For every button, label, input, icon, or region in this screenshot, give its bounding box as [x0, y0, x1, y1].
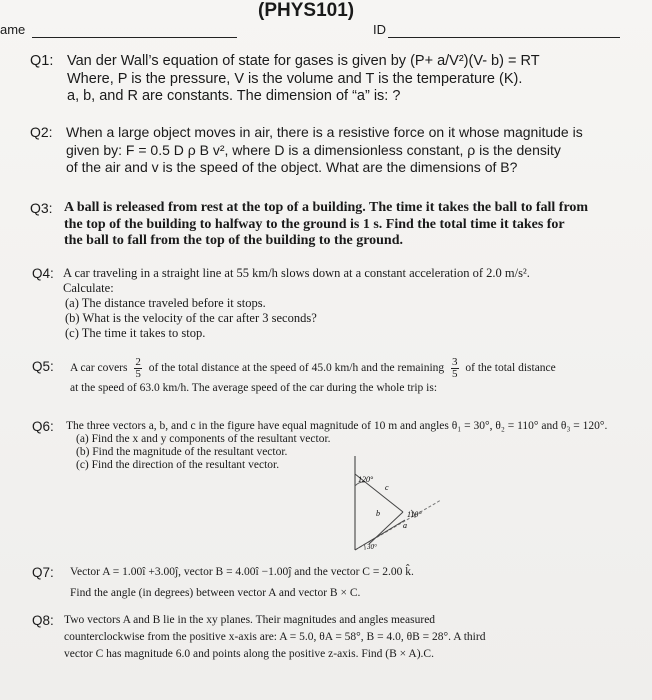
- angle-label-120: 120°: [358, 475, 374, 484]
- fraction-numerator: 2: [135, 356, 141, 368]
- question-subpart: (a) The distance traveled before it stops.: [65, 296, 266, 310]
- id-underline: [388, 37, 620, 38]
- question-text-line: A car traveling in a straight line at 55 km/h slows down at a constant acceleration of 2.0 m/s².: [63, 266, 530, 280]
- question-subpart: (b) Find the magnitude of the resultant vector.: [76, 446, 288, 458]
- vector-figure: [345, 454, 445, 556]
- question-text-line: When a large object moves in air, there is a resistive force on it whose magnitude is: [66, 124, 583, 140]
- question-number: Q2:: [30, 124, 53, 140]
- question-text: of the total distance: [465, 362, 556, 375]
- question-subpart: (a) Find the x and y components of the resultant vector.: [76, 433, 331, 445]
- question-text-line: Vector A = 1.00î +3.00ĵ, vector B = 4.00î −1.00ĵ and the vector C = 2.00 k̂.: [70, 566, 414, 578]
- question-text-line: Find the angle (in degrees) between vector A and vector B × C.: [70, 587, 361, 599]
- question-text-line: Where, P is the pressure, V is the volume and T is the temperature (K).: [67, 70, 523, 87]
- fraction-two-fifths: [134, 357, 142, 380]
- question-text-line: The three vectors a, b, and c in the figure have equal magnitude of 10 m and angles θ₁ = 30°, θ₂ = 110° and θ₃ = 120°.: [66, 420, 608, 432]
- question-text: of the total distance at the speed of 45.0 km/h and the remaining: [148, 362, 445, 375]
- question-number: Q1:: [30, 53, 54, 69]
- question-subpart: (b) What is the velocity of the car after 3 seconds?: [65, 311, 317, 325]
- question-text-line: given by: F = 0.5 D ρ B v², where D is a dimensionless constant, ρ is the density: [66, 141, 561, 158]
- question-number: Q5:: [32, 359, 54, 374]
- question-text-line: a, b, and R are constants. The dimension of “a” is: ?: [67, 88, 401, 104]
- question-text-line: the ball to fall from the top of the building to the ground.: [64, 233, 404, 248]
- question-text-line: at the speed of 63.0 km/h. The average speed of the car during the whole trip is:: [70, 382, 438, 394]
- question-text-line: vector C has magnitude 6.0 and points along the positive z-axis. Find (B × A).C.: [64, 648, 434, 660]
- question-subpart: (c) The time it takes to stop.: [65, 326, 206, 340]
- angle-label-110: 110°: [407, 510, 422, 519]
- vector-label-c: c: [385, 483, 389, 492]
- question-text-line: of the air and v is the speed of the object. What are the dimensions of B?: [66, 159, 518, 175]
- vector-a-line: [355, 520, 405, 550]
- vector-b-line: [369, 512, 403, 544]
- fraction-denominator: 5: [135, 368, 141, 380]
- angle-label-30: 30°: [367, 543, 377, 551]
- name-underline: [32, 37, 237, 38]
- fraction-numerator: 3: [452, 356, 458, 368]
- course-title: (PHYS101): [258, 0, 355, 21]
- question-text-line: counterclockwise from the positive x-axis are: A = 5.0, θA = 58°, B = 4.0, θB = 28°. A third: [64, 631, 486, 643]
- fraction-denominator: 5: [452, 368, 458, 380]
- angle-arc-30: [364, 544, 365, 550]
- question-number: Q8:: [32, 613, 54, 628]
- vector-label-a: a: [403, 521, 407, 530]
- vector-label-b: b: [376, 509, 380, 518]
- question-text: A car covers: [70, 362, 128, 375]
- question-number: Q7:: [32, 565, 54, 580]
- fraction-three-fifths: [451, 357, 459, 380]
- question-number: Q6:: [32, 419, 54, 434]
- question-subpart: (c) Find the direction of the resultant vector.: [76, 459, 280, 471]
- question-text-line: Calculate:: [63, 281, 114, 295]
- question-text-line: the top of the building to halfway to the ground is 1 s. Find the total time it takes for: [64, 216, 565, 232]
- question-number: Q3:: [30, 200, 53, 216]
- id-label: ID: [373, 22, 386, 37]
- question-number: Q4:: [32, 266, 54, 281]
- question-text-line: Two vectors A and B lie in the xy planes. Their magnitudes and angles measured: [64, 614, 436, 626]
- name-label: ame: [0, 22, 26, 37]
- question-text-line: Van der Wall’s equation of state for gases is given by (P+ a/V²)(V- b) = RT: [67, 53, 540, 69]
- question-text-line: A ball is released from rest at the top of a building. The time it takes the ball to fall from: [64, 200, 589, 215]
